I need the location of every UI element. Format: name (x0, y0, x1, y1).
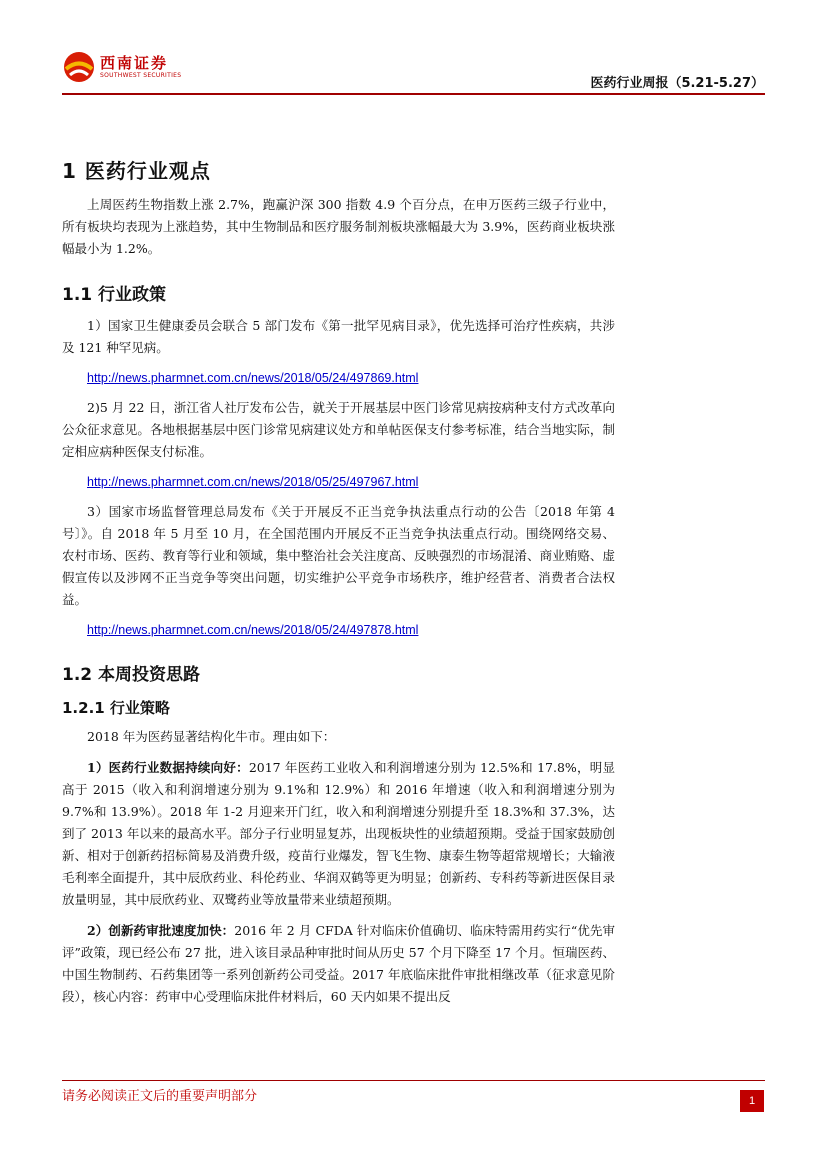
page-header (0, 0, 827, 100)
strategy-lead: 2018 年为医药显著结构化牛市。理由如下： (87, 729, 336, 744)
logo-name-en: SOUTHWEST SECURITIES (100, 72, 182, 79)
strategy-point-1 (62, 757, 615, 911)
policy-link-3[interactable]: http://news.pharmnet.com.cn/news/2018/05/24/497878.html (87, 623, 419, 637)
footer-disclaimer: 请务必阅读正文后的重要声明部分 (62, 1089, 258, 1104)
policy-item-3: 3）国家市场监督管理总局发布《关于开展反不正当竞争执法重点行动的公告〔2018 年第 4 号〕》。自 2018 年 5 月至 10 月，在全国范围内开展反不正当竞争执法重点行动。围绕网络交易、农村市场、医药、教育等行业和领域，集中整治社会关注度高、反映强烈的市场混淆、商业贿赂、虚假宣传以及涉网不正当竞争等突出问题，切实维护公平竞争市场秩序，维护经营者、消费者合法权益。 (62, 504, 615, 607)
strategy-point-2-text: 2016 年 2 月 CFDA 针对临床价值确切、临床特需用药实行“优先审评”政策，现已经公布 27 批，进入该目录品种审批时间从历史 57 个月下降至 17 个月。恒瑞医药、中国生物制药、石药集团等一系列创新药公司受益。2017 年底临床批件审批相继改革（征求意见阶段），核心内容：药审中心受理临床批件材料后，60 天内如果不提出反 (62, 923, 616, 1004)
policy-item-2: 2)5 月 22 日，浙江省人社厅发布公告，就关于开展基层中医门诊常见病按病种支付方式改革向公众征求意见。各地根据基层中医门诊常见病建议处方和单帖医保支付参考标准，结合当地实际，制定相应病种医保支付标准。 (62, 400, 615, 459)
company-logo (62, 50, 182, 90)
document-body (62, 155, 615, 1017)
report-title: 医药行业周报（5.21-5.27） (590, 76, 764, 91)
header-divider (62, 93, 765, 95)
section-1-intro: 上周医药生物指数上涨 2.7%，跑赢沪深 300 指数 4.9 个百分点，在申万医药三级子行业中，所有板块均表现为上涨趋势，其中生物制品和医疗服务制剂板块涨幅最大为 3.9%，医药商业板块涨幅最小为 1.2%。 (62, 197, 615, 256)
logo-name-cn: 西南证券 (100, 54, 169, 72)
strategy-point-1-label: 1）医药行业数据持续向好： (87, 760, 249, 775)
policy-link-2[interactable]: http://news.pharmnet.com.cn/news/2018/05/25/497967.html (87, 475, 419, 489)
strategy-point-2 (62, 920, 615, 1008)
policy-item-1: 1）国家卫生健康委员会联合 5 部门发布《第一批罕见病目录》，优先选择可治疗性疾病，共涉及 121 种罕见病。 (62, 318, 615, 355)
page-number: 1 (740, 1090, 764, 1112)
strategy-point-1-text: 2017 年医药工业收入和利润增速分别为 12.5%和 17.8%，明显高于 2015（收入和利润增速分别为 9.1%和 12.9%）和 2016 年增速（收入和利润增速分别为 9.7%和 13.9%）。2018 年 1-2 月迎来开门红，收入和利润增速分别提升至 18.3%和 37.3%，达到了 2013 年以来的最高水平。部分子行业明显复苏，出现板块性的业绩超预期。受益于国家鼓励创新、相对于创新药招标简易及消费升级，疫苗行业爆发，智飞生物、康泰生物等超常规增长；大输液毛利率全面提升，其中辰欣药业、科伦药业、华润双鹤等更为明显；创新药、专科药等新进医保目录放量明显，其中辰欣药业、双鹭药业等放量带来业绩超预期。 (62, 760, 616, 907)
strategy-point-2-label: 2）创新药审批速度加快： (87, 923, 235, 938)
footer-divider (62, 1080, 765, 1081)
policy-link-1[interactable]: http://news.pharmnet.com.cn/news/2018/05/24/497869.html (87, 371, 419, 385)
section-heading-1-2: 1.2 本周投资思路 (62, 665, 201, 685)
logo-emblem-icon (62, 50, 96, 84)
section-heading-1-2-1: 1.2.1 行业策略 (62, 699, 170, 717)
section-heading-1: 1 医药行业观点 (62, 159, 211, 183)
section-heading-1-1: 1.1 行业政策 (62, 285, 167, 305)
